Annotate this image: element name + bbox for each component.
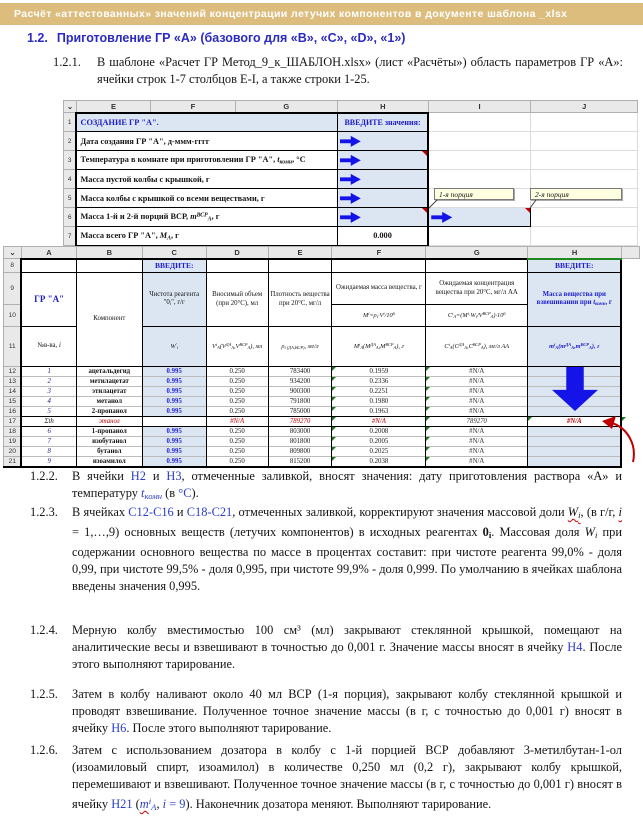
comment-marker-icon	[422, 151, 427, 156]
row-number: 19	[4, 437, 22, 447]
cell-expected-mass-value: #N/A	[332, 417, 426, 427]
cell-substance-name: этилацетат	[76, 387, 142, 397]
cell-volume-value: 0.250	[206, 387, 268, 397]
error-marker-icon	[332, 417, 336, 421]
row-number: 8	[4, 259, 22, 273]
cell-empty	[206, 259, 268, 273]
cell-title: СОЗДАНИЕ ГР "А".	[76, 113, 337, 132]
substance-row	[4, 447, 640, 457]
cell-expected-mass-value: 0.2025	[332, 447, 426, 457]
cell-outside	[621, 397, 639, 407]
cell-density-value: 801800	[268, 437, 332, 447]
document-title-banner: Расчёт «аттестованных» значений концентрации летучих компонентов в документе шаблона _xlsx	[0, 3, 643, 25]
row-number: 18	[4, 427, 22, 437]
error-marker-icon	[426, 417, 430, 421]
row-number: 9	[4, 273, 22, 305]
column-header-partial	[621, 247, 639, 259]
cell-substance-index: 4	[21, 397, 76, 407]
cell-empty	[531, 151, 638, 170]
cell-input-H3	[337, 151, 428, 170]
error-marker-icon	[332, 367, 336, 371]
paragraph-text: Мерную колбу вместимостью 100 см³ (мл) закрывают стеклянной крышкой, помещают на аналитические весы и взвешивают в точностью до 0,001 г. Значение массы вносят в ячейку H4. После этого выполняют тарирование.	[72, 623, 622, 671]
cell-purity-value: 0.995	[142, 377, 206, 387]
cell-w-symbol-header: W′i	[142, 327, 206, 367]
column-header-G: G	[235, 101, 337, 113]
substance-row	[4, 457, 640, 468]
paragraph-text: Затем с использованием дозатора в колбу с 1-й порцией ВСР добавляют 3-метилбутан-1-ол (изоамиловый спирт, изоамилол) в количестве 0,250 мл (0,2 г), закрывают колбу крышкой, перемешивают и взвешивают. Полученное точное значение массы (в г, с точностью до 0,001 г) вносят в ячейку H21 (m$^i$А, i = 9). Наконечник дозатора меняют. Выполняют тарирование.	[72, 743, 622, 813]
cell-empty	[428, 113, 531, 132]
error-marker-icon	[426, 367, 430, 371]
paragraph-number: 1.2.1.	[53, 55, 81, 69]
cell-empty	[76, 259, 142, 273]
cell-volume-value: 0.250	[206, 437, 268, 447]
input-arrow-icon	[340, 155, 361, 166]
cell-empty	[332, 259, 426, 273]
cell-density-value: 791800	[268, 397, 332, 407]
cell-empty	[531, 227, 638, 246]
cell-purity-value: 0.995	[142, 407, 206, 417]
cell-volume-value: 0.250	[206, 397, 268, 407]
cell-substance-name: метанол	[76, 397, 142, 407]
cell-expected-mass-value: 0.2008	[332, 427, 426, 437]
cell-outside	[621, 305, 639, 327]
row-number: 14	[4, 387, 22, 397]
column-header-I: I	[428, 101, 531, 113]
cell-purity-value: 0.995	[142, 457, 206, 468]
cell-substance-index: 7	[21, 437, 76, 447]
error-marker-icon	[426, 397, 430, 401]
input-arrow-icon	[340, 193, 361, 204]
cell-expected-concentration-value: 789270	[426, 417, 528, 427]
cell-empty	[531, 132, 638, 151]
worksheet-parameters-area	[63, 100, 638, 245]
cell-m-symbol-header: $M^iА(M^{ДА}А,M^{ВСР}А)$, г	[332, 327, 426, 367]
substance-row	[4, 427, 640, 437]
cell-expected-concentration-header: Ожидаемая концентрация вещества при 20°C, мг/л АА	[426, 273, 528, 305]
cell-input-I6	[428, 208, 531, 227]
input-arrow-icon	[431, 212, 452, 223]
cell-expected-concentration-value: #N/A	[426, 437, 528, 447]
error-marker-icon	[426, 447, 430, 451]
cell-expected-concentration-value: #N/A	[426, 407, 528, 417]
cell-empty	[428, 227, 531, 246]
cell-concentration-formula: $C^iА=(M^i\cdot Wi/V^{ВСР}А)\cdot 10^6$	[426, 305, 528, 327]
cell-purity-value: 0.995	[142, 437, 206, 447]
section-heading	[27, 31, 405, 45]
cell-empty	[428, 151, 531, 170]
cell-purity-value: 0.995	[142, 367, 206, 377]
row-number: 16	[4, 407, 22, 417]
cell-label-flask-with-substances: Масса колбы с крышкой со всеми веществами, г	[76, 189, 337, 208]
cell-substance-index: 8	[21, 447, 76, 457]
row-number: 11	[4, 327, 22, 367]
substance-row	[4, 417, 640, 427]
paragraph-number: 1.2.5.	[30, 687, 58, 701]
cell-expected-concentration-value: #N/A	[426, 377, 528, 387]
cell-mass-formula: $M^i=\rho i\cdot V^i/10^6$	[332, 305, 426, 327]
substance-row	[4, 377, 640, 387]
paragraph-number: 1.2.4.	[30, 623, 58, 637]
cell-substance-name: ацетальдегид	[76, 367, 142, 377]
select-all-corner: ⌄	[4, 247, 22, 259]
cell-volume-value: 0.250	[206, 447, 268, 457]
row-number: 15	[4, 397, 22, 407]
column-header-A: A	[21, 247, 76, 259]
red-arrow-icon	[599, 414, 639, 464]
substance-row	[4, 397, 640, 407]
substance-row	[4, 437, 640, 447]
comment-marker-icon	[525, 208, 530, 213]
cell-purity-header: Чистота реагента "0i", г/г	[142, 273, 206, 327]
cell-density-header: Плотность вещества при 20°C, мг/л	[268, 273, 332, 327]
cell-substance-name: изобутанол	[76, 437, 142, 447]
cell-density-value: 934200	[268, 377, 332, 387]
cell-component-header: Компонент	[76, 273, 142, 367]
cell-substance-index: 1	[21, 367, 76, 377]
cell-input-H4	[337, 170, 428, 189]
cell-label-total-mass: Масса всего ГР "А", МА, г	[76, 227, 337, 246]
cell-substance-index: 3	[21, 387, 76, 397]
cell-substance-name: 1-пропанол	[76, 427, 142, 437]
row-number: 10	[4, 305, 22, 327]
cell-expected-mass-value: 0.2005	[332, 437, 426, 447]
cell-expected-concentration-value: #N/A	[426, 457, 528, 468]
cell-volume-value: 0.250	[206, 377, 268, 387]
paragraph-text: В шаблоне «Расчет ГР Метод_9_к_ШАБЛОН.xlsx» (лист «Расчёты») область параметров ГР «А»: ячейки строк 1-7 столбцов E-I, а также строки 1-25.	[97, 55, 623, 86]
cell-density-value: 900300	[268, 387, 332, 397]
column-header-C: C	[142, 247, 206, 259]
cell-expected-mass-value: 0.1980	[332, 397, 426, 407]
column-header-H: H	[528, 247, 622, 259]
cell-total-mass-value: 0.000	[337, 227, 428, 246]
cell-volume-value: 0.250	[206, 407, 268, 417]
cell-outside	[621, 387, 639, 397]
error-marker-icon	[332, 407, 336, 411]
cell-outside	[621, 327, 639, 367]
select-all-corner: ⌄	[64, 101, 77, 113]
cell-expected-concentration-value: #N/A	[426, 447, 528, 457]
error-marker-icon	[426, 377, 430, 381]
cell-substance-number-header: №в-ва, i	[21, 327, 76, 367]
row-number: 1	[64, 113, 77, 132]
section-number: 1.2.	[27, 31, 48, 45]
cell-outside	[621, 377, 639, 387]
substance-row	[4, 367, 640, 377]
cell-volume-value: 0.250	[206, 427, 268, 437]
paragraph-1-2-5	[30, 686, 622, 737]
error-marker-icon	[528, 417, 532, 421]
cell-label-temperature: Температура в комнате при приготовлении ГР "А", tкомн, °С	[76, 151, 337, 170]
error-marker-icon	[332, 387, 336, 391]
row-number: 17	[4, 417, 22, 427]
cell-purity-value: 0.995	[142, 427, 206, 437]
column-header-G: G	[426, 247, 528, 259]
paragraph-number: 1.2.3.	[30, 505, 58, 519]
paragraph-text: В ячейках C12-C16 и C18-C21, отмеченных заливкой, корректируют значения массовой доли Wi, (в г/г, i = 1,…,9) основных веществ (летучих компонентов) в исходных реагентах 0i. Массовая доля Wi при содержании основного вещества по массе в процентах составит: при чистоте реагента 99,0% - доля 0,99, при чистоте 99,5% - доля 0,995, при чистоте 99,9% - доля 0,999. По умолчанию в ячейках шаблона введены значения 0,995.	[72, 505, 622, 594]
cell-empty	[21, 259, 76, 273]
cell-empty	[531, 113, 638, 132]
input-arrow-icon	[340, 136, 361, 147]
cell-outside	[621, 367, 639, 377]
row-number: 21	[4, 457, 22, 468]
error-marker-icon	[426, 387, 430, 391]
input-arrow-icon	[340, 212, 361, 223]
paragraph-1-2-2	[30, 468, 622, 505]
cell-purity-value: 0.995	[142, 447, 206, 457]
sheet2-table	[3, 246, 640, 468]
row-number: 7	[64, 227, 77, 246]
callout-portion-2: 2-я порция	[530, 188, 622, 200]
cell-input-H6	[337, 208, 428, 227]
cell-rho-symbol-header: ρi (ДА,ВСР), мг/л	[268, 327, 332, 367]
cell-purity-value: 0.995	[142, 387, 206, 397]
cell-density-value: 809800	[268, 447, 332, 457]
row-number: 13	[4, 377, 22, 387]
row-number: 6	[64, 208, 77, 227]
cell-enter-H8: ВВЕДИТЕ:	[528, 259, 622, 273]
cell-volume-header: Вносимый объем (при 20°C), мл	[206, 273, 268, 327]
cell-volume-value: #N/A	[206, 417, 268, 427]
cell-substance-index: Σth	[21, 417, 76, 427]
paragraph-1-2-1	[53, 54, 623, 88]
error-marker-icon	[426, 427, 430, 431]
column-header-B: B	[76, 247, 142, 259]
error-marker-icon	[426, 437, 430, 441]
cell-c-symbol-header: $C^iА(C^{ДА}А,C^{ВСР}А)$, мг/л АА	[426, 327, 528, 367]
section-title: Приготовление ГР «А» (базового для «В», «С», «D», «1»)	[56, 31, 406, 45]
cell-substance-index: 9	[21, 457, 76, 468]
cell-substance-name: изоамилол	[76, 457, 142, 468]
cell-label-vsr-portions-mass: Масса 1-й и 2-й порций ВСР, $m^{ВСР}А$, г	[76, 208, 337, 227]
cell-density-value: 803000	[268, 427, 332, 437]
paragraph-text: Затем в колбу наливают около 40 мл ВСР (1-я порция), закрывают колбу стеклянной крышкой и проводят взвешивание. Полученное точное значение массы (в г, с точностью до 0,001 г) вносят в ячейку H6. После этого выполняют тарирование.	[72, 687, 622, 735]
cell-v-symbol-header: $V^iА(V^{ДА}А,V^{ВСР}А)$, мл	[206, 327, 268, 367]
cell-empty	[268, 259, 332, 273]
paragraph-1-2-3	[30, 504, 622, 595]
cell-expected-mass-value: 0.1959	[332, 367, 426, 377]
cell-expected-mass-value: 0.2336	[332, 377, 426, 387]
cell-empty	[531, 170, 638, 189]
paragraph-number: 1.2.2.	[30, 469, 58, 483]
cell-substance-index: 6	[21, 427, 76, 437]
error-marker-icon	[332, 457, 336, 461]
cell-input-H2	[337, 132, 428, 151]
cell-label-date: Дата создания ГР "А", д-ммм-гггг	[76, 132, 337, 151]
cell-weighing-mass-header: Масса вещества при взвешивании при tкомн, г	[528, 273, 622, 327]
row-number: 20	[4, 447, 22, 457]
cell-gr-a-title: ГР "А"	[21, 273, 76, 327]
cell-density-value: 783400	[268, 367, 332, 377]
error-marker-icon	[332, 397, 336, 401]
cell-empty	[426, 259, 528, 273]
cell-volume-value: 0.250	[206, 457, 268, 468]
cell-empty	[428, 170, 531, 189]
row-number: 4	[64, 170, 77, 189]
cell-outside	[621, 259, 639, 273]
cell-substance-index: 2	[21, 377, 76, 387]
cell-enter-values: ВВЕДИТЕ значения:	[337, 113, 428, 132]
cell-expected-concentration-value: #N/A	[426, 387, 528, 397]
cell-substance-name: бутанол	[76, 447, 142, 457]
error-marker-icon	[426, 457, 430, 461]
input-arrow-icon	[340, 174, 361, 185]
cell-density-value: 815200	[268, 457, 332, 468]
cell-density-value: 785000	[268, 407, 332, 417]
column-header-F: F	[150, 101, 235, 113]
cell-label-empty-flask-mass: Масса пустой колбы с крышкой, г	[76, 170, 337, 189]
error-marker-icon	[332, 377, 336, 381]
cell-density-value: 789270	[268, 417, 332, 427]
column-header-J: J	[531, 101, 638, 113]
paragraph-1-2-4	[30, 622, 622, 673]
cell-input-H5	[337, 189, 428, 208]
cell-volume-value: 0.250	[206, 367, 268, 377]
cell-substance-name: 2-пропанол	[76, 407, 142, 417]
cell-substance-name: этанол	[76, 417, 142, 427]
comment-marker-icon	[422, 208, 427, 213]
cell-expected-mass-value: 0.2038	[332, 457, 426, 468]
error-marker-icon	[332, 447, 336, 451]
cell-substance-index: 5	[21, 407, 76, 417]
cell-expected-mass-header: Ожидаемая масса вещества, г	[332, 273, 426, 305]
cell-empty	[531, 208, 638, 227]
cell-outside	[621, 273, 639, 305]
cell-weighing-mass-value: #N/A	[528, 417, 622, 427]
row-number: 2	[64, 132, 77, 151]
paragraph-text: В ячейки H2 и H3, отмеченные заливкой, вносят значения: дату приготовления раствора «А» и температуру tкомн (в °C).	[72, 469, 622, 502]
row-number: 3	[64, 151, 77, 170]
column-header-H: H	[337, 101, 428, 113]
cell-purity-value: 0.995	[142, 397, 206, 407]
error-marker-icon	[332, 437, 336, 441]
cell-expected-mass-value: 0.2251	[332, 387, 426, 397]
cell-expected-concentration-value: #N/A	[426, 367, 528, 377]
callout-portion-1: 1-я порция	[434, 188, 514, 200]
column-header-F: F	[332, 247, 426, 259]
paragraph-number: 1.2.6.	[30, 743, 58, 757]
error-marker-icon	[426, 407, 430, 411]
cell-expected-concentration-value: #N/A	[426, 427, 528, 437]
cell-purity-value	[142, 417, 206, 427]
cell-substance-name: метилацетат	[76, 377, 142, 387]
paragraph-1-2-6	[30, 742, 622, 816]
row-number: 12	[4, 367, 22, 377]
cell-expected-concentration-value: #N/A	[426, 397, 528, 407]
error-marker-icon	[332, 427, 336, 431]
cell-m-weighing-symbol-header: $m^iА(m^{ДА}А,m^{ВСР}А)$, г	[528, 327, 622, 367]
column-header-E: E	[268, 247, 332, 259]
column-header-E: E	[76, 101, 150, 113]
cell-expected-mass-value: 0.1963	[332, 407, 426, 417]
worksheet-substances-area	[3, 246, 640, 465]
cell-enter-C8: ВВЕДИТЕ:	[142, 259, 206, 273]
cell-empty	[428, 132, 531, 151]
sheet1-table	[63, 100, 638, 247]
substance-row	[4, 387, 640, 397]
substance-row	[4, 407, 640, 417]
column-header-D: D	[206, 247, 268, 259]
row-number: 5	[64, 189, 77, 208]
